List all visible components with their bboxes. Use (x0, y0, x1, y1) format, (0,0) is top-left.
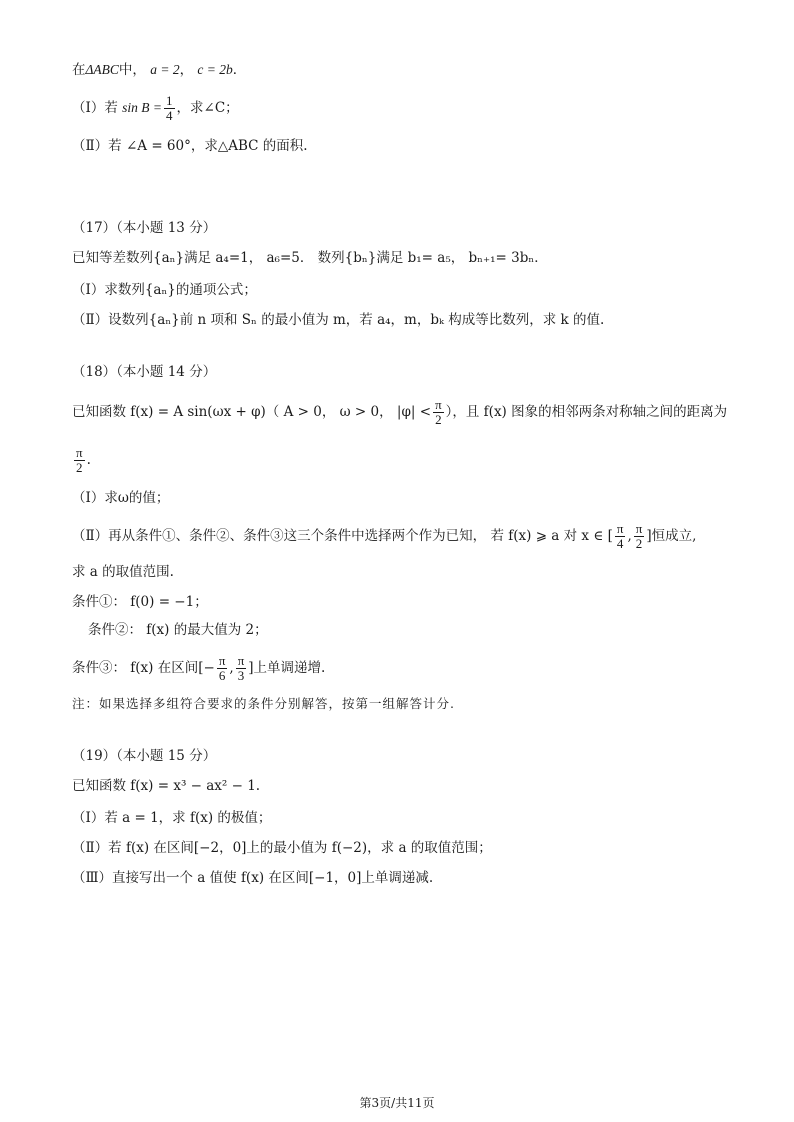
p18-title: （18）（本小题 14 分） (72, 364, 217, 380)
p19-title: （19）（本小题 15 分） (72, 748, 217, 764)
p19-given: 已知函数 f(x) = x³ − ax² − 1. (72, 778, 261, 794)
p18-q2: （Ⅱ）再从条件①、条件②、条件③这三个条件中选择两个作为已知， 若 f(x) ⩾ a 对 x ∈ [ $\frac{\pi}{4}$ , $\frac{\pi}{2}$ ]恒成立, (72, 521, 697, 551)
p18-condition-2: 条件②： f(x) 的最大值为 2； (88, 622, 268, 638)
fraction: $\frac{\pi}{4}$ (616, 521, 624, 551)
p18-distance: $\frac{\pi}{2}$ . (76, 445, 91, 475)
p18-given: 已知函数 f(x) = A sin(ωx + φ)（ A > 0， ω > 0， |φ| < $\frac{\pi}{2}$ ），且 f(x) 图象的相邻两条对称轴之间的距离为 (72, 397, 728, 427)
p17-q1: （Ⅰ）求数列{aₙ}的通项公式； (72, 282, 257, 298)
p18-q1: （Ⅰ）求ω的值； (72, 490, 170, 506)
p17-q2: （Ⅱ）设数列{aₙ}前 n 项和 Sₙ 的最小值为 m，若 a₄，m，bₖ 构成等比数列，求 k 的值. (72, 312, 605, 328)
fraction: $\frac{\pi}{6}$ (218, 653, 226, 683)
p19-q2: （Ⅱ）若 f(x) 在区间[−2，0]上的最小值为 f(−2)，求 a 的取值范围； (72, 840, 492, 856)
p17-given: 已知等差数列{aₙ}满足 a₄=1， a₆=5． 数列{bₙ}满足 b₁= a₅， bₙ₊₁= 3bₙ． (72, 250, 548, 266)
p18-note: 注：如果选择多组符合要求的条件分别解答，按第一组解答计分. (72, 696, 455, 711)
p19-q3: （Ⅲ）直接写出一个 a 值使 f(x) 在区间[−1，0]上单调递减. (72, 870, 434, 886)
p16-q2: （Ⅱ）若 ∠A = 60°，求△ABC 的面积. (72, 138, 308, 154)
p17-title: （17）（本小题 13 分） (72, 220, 217, 236)
p16-q1: （Ⅰ）若 sin B = $\frac{1}{4}$ ，求∠C； (72, 93, 239, 123)
fraction: $\frac{\pi}{3}$ (237, 653, 245, 683)
p18-condition-3: 条件③： f(x) 在区间[− $\frac{\pi}{6}$ , $\frac{\pi}{3}$ ]上单调递增. (72, 653, 326, 683)
fraction: $\frac{\pi}{2}$ (435, 397, 442, 427)
fraction: $\frac{\pi}{2}$ (635, 521, 643, 551)
p18-q2-cont: 求 a 的取值范围. (72, 564, 174, 580)
fraction: $\frac{1}{4}$ (166, 93, 173, 123)
p16-intro: 在ΔABC中， a = 2， c = 2b． (72, 62, 247, 78)
p19-q1: （Ⅰ）若 a = 1，求 f(x) 的极值； (72, 810, 272, 826)
page-number: 第3页/共11页 (359, 1096, 435, 1110)
fraction: $\frac{\pi}{2}$ (76, 445, 83, 475)
p18-condition-1: 条件①： f(0) = −1； (72, 594, 208, 610)
